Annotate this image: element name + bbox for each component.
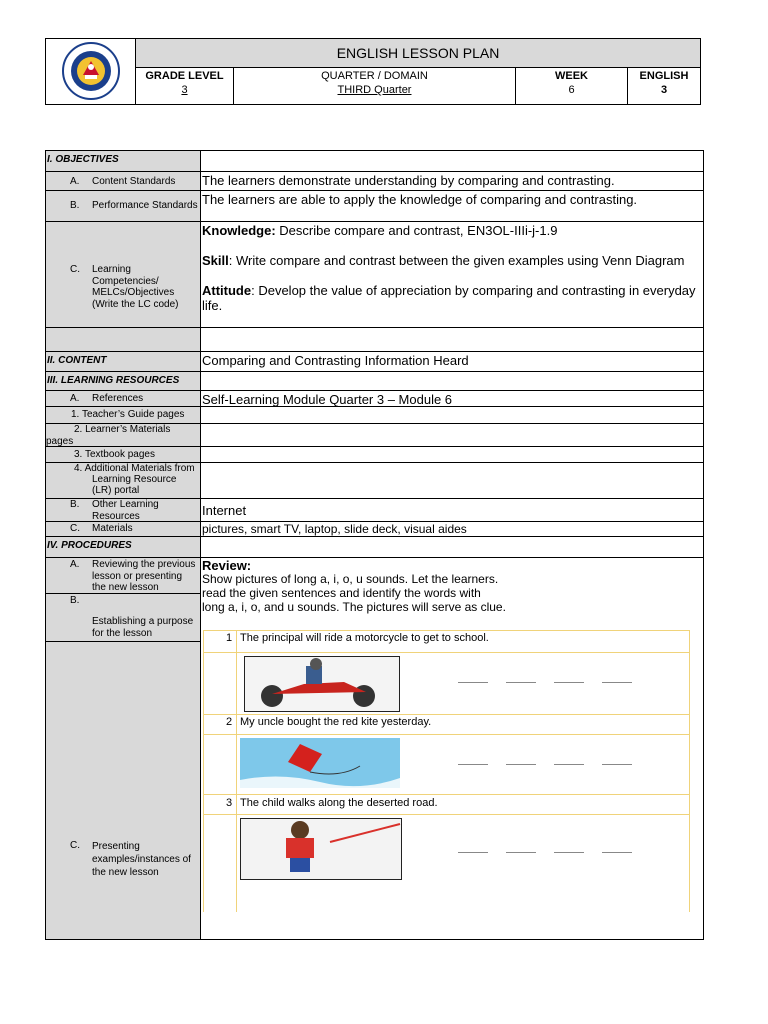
reviewing-label [46,558,201,594]
references-label [46,391,201,407]
resources-blank [201,372,703,391]
competencies-value [201,222,703,328]
row-label [92,499,159,522]
knowledge-label: Knowledge: [202,223,276,238]
exercise-number: 1 [226,632,233,644]
competencies-line: Competencies/ [92,275,159,287]
additional-line: 4. Additional Materials from [74,463,195,474]
answer-blank [554,852,584,853]
other-line: Other Learning [92,499,159,510]
presenting-line: Presenting [92,841,140,852]
purpose-line: for the lesson [92,627,153,639]
row-letter: A. [70,559,80,570]
row-letter: B. [70,499,80,510]
materials-label [46,522,201,537]
textbook-label: 3. Textbook pages [46,447,201,463]
answer-blank [506,764,536,765]
performance-standards-label [46,191,201,222]
objectives-blank [201,151,703,172]
row-letter: B. [70,200,80,211]
additional-materials-value [201,463,703,499]
red-kite-image [240,738,400,788]
grade-level-cell [136,68,234,104]
subject-value: 3 [660,84,668,96]
lesson-plan-header [45,38,701,105]
answer-blank [602,764,632,765]
review-label: Review: [202,558,252,573]
content-standards-label [46,172,201,191]
subject-label: ENGLISH [639,70,689,82]
answer-blank [506,852,536,853]
attitude-value: : Develop the value of appreciation by comparing and contrasting in everyday life. [202,283,696,313]
row-letter: A. [70,176,80,187]
row-label [92,559,195,594]
exercise-number: 3 [226,797,233,809]
row-letter: C. [70,523,80,534]
additional-line: (LR) portal [92,485,140,496]
textbook-value [201,447,703,463]
grade-level-label: GRADE LEVEL [145,70,224,82]
answer-blank [554,682,584,683]
teachers-guide-value [201,407,703,424]
reviewing-line: the new lesson [92,582,159,593]
attitude-label: Attitude [202,283,252,298]
row-letter: C. [70,264,80,275]
exercise-worksheet [203,630,690,912]
subject-cell [628,68,700,104]
answer-blank [458,764,488,765]
knowledge-value: Describe compare and contrast, EN3OL-IIIi-j-1.9 [275,223,558,238]
review-line: Show pictures of long a, i, o, u sounds. Let the learners. [202,572,499,586]
exercise-sentence: The principal will ride a motorcycle to get to school. [240,632,489,644]
quarter-label: QUARTER / DOMAIN [321,70,428,82]
procedures-heading: IV. PROCEDURES [46,537,201,558]
content-standards-value: The learners demonstrate understanding by comparing and contrasting. [201,172,703,191]
logo-cell [46,39,136,104]
other-line: Resources [92,510,140,522]
row-label: References [92,393,144,404]
exercise-sentence: The child walks along the deserted road. [240,797,438,809]
row-letter: A. [70,393,80,404]
answer-blank [506,682,536,683]
row-label: Performance Standards [92,200,198,211]
learners-materials-line: 2. Learner’s Materials [74,424,171,435]
answer-blank [602,682,632,683]
deped-seal-icon [53,41,129,101]
objectives-spacer-value [201,328,703,352]
presenting-line: examples/instances of [92,854,191,865]
quarter-value: THIRD Quarter [337,84,412,96]
presenting-label [46,642,201,939]
motorcycle-image [244,656,400,712]
references-value: Self-Learning Module Quarter 3 – Module 6 [201,391,703,407]
row-label: Content Standards [92,176,176,187]
skill-value: : Write compare and contrast between the given examples using Venn Diagram [228,253,685,268]
other-resources-value: Internet [201,499,703,522]
exercise-number: 2 [226,716,233,728]
skill-label: Skill [202,253,229,268]
resources-heading: III. LEARNING RESOURCES [46,372,201,391]
child-walking-image [240,818,402,880]
content-value: Comparing and Contrasting Information Heard [201,352,703,372]
reviewing-line: lesson or presenting [92,570,183,582]
row-label [92,264,179,310]
exercise-sentence: My uncle bought the red kite yesterday. [240,716,432,728]
row-letter: B. [70,595,80,606]
page-title: ENGLISH LESSON PLAN [136,39,700,68]
additional-materials-label [46,463,201,499]
materials-value: pictures, smart TV, laptop, slide deck, visual aides [201,522,703,537]
procedures-blank [201,537,703,558]
answer-blank [554,764,584,765]
grade-level-value: 3 [181,84,188,96]
row-label: Materials [92,523,133,534]
objectives-heading: I. OBJECTIVES [46,151,201,172]
row-label [92,616,193,639]
teachers-guide-label: 1. Teacher’s Guide pages [46,407,201,424]
competencies-line: Learning [92,264,131,275]
competencies-line: (Write the LC code) [92,298,179,310]
lesson-plan-table [45,150,704,940]
answer-blank [458,852,488,853]
review-line: long a, i, o, and u sounds. The pictures will serve as clue. [202,600,506,614]
row-label [92,840,191,879]
content-heading: II. CONTENT [46,352,201,372]
objectives-spacer [46,328,201,352]
additional-line: Learning Resource [92,474,177,485]
performance-standards-value: The learners are able to apply the knowledge of comparing and contrasting. [201,191,703,222]
presenting-line: the new lesson [92,867,159,878]
reviewing-line: Reviewing the previous [92,559,196,570]
answer-blank [458,682,488,683]
purpose-label [46,594,201,642]
row-letter: C. [70,840,80,851]
review-text [202,572,506,614]
week-value: 6 [568,84,575,96]
week-cell [516,68,628,104]
learners-materials-value [201,424,703,447]
competencies-label [46,222,201,328]
quarter-cell [234,68,516,104]
competencies-line: MELCs/Objectives [92,287,175,298]
procedures-content [201,558,703,939]
learners-materials-label [46,424,201,447]
other-resources-label [46,499,201,522]
week-label: WEEK [555,70,588,82]
purpose-line: Establishing a purpose [92,616,194,627]
learners-materials-line: pages [46,436,74,447]
review-line: read the given sentences and identify the words with [202,586,481,600]
answer-blank [602,852,632,853]
